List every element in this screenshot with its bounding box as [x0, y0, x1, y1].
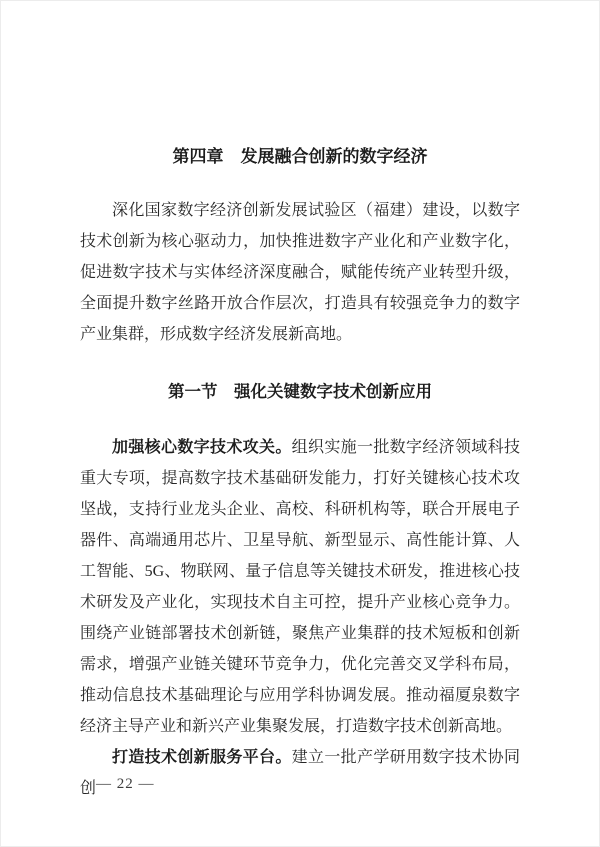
paragraph-lead: 加强核心数字技术攻关。	[112, 439, 292, 456]
paragraph-text: 组织实施一批数字经济领域科技重大专项，提高数字技术基础研发能力，打好关键核心技术攻坚战，支持行业龙头企业、高校、科研机构等，联合开展电子器件、高端通用芯片、卫星导航、新型显示、高性能计算、人工智能、5G、物联网、量子信息等关键技术研发，推进核心技术研发及产业化，实现技术自主可控，提升产业核心竞争力。围绕产业链部署技术创新链，聚焦产业集群的技术短板和创新需求，增强产业链关键环节竞争力，优化完善交叉学科布局，推动信息技术基础理论与应用学科协调发展。推动福厦泉数字经济主导产业和新兴产业集聚发展，打造数字技术创新高地。	[80, 439, 520, 735]
paragraph-core-tech	[80, 432, 520, 742]
paragraph-text: 建立一批产学研用数字技术协同创	[80, 749, 520, 797]
paragraph-text: 深化国家数字经济创新发展试验区（福建）建设，以数字技术创新为核心驱动力，加快推进数字产业化和产业数字化，促进数字技术与实体经济深度融合，赋能传统产业转型升级，全面提升数字丝路开放合作层次，打造具有较强竞争力的数字产业集群，形成数字经济发展新高地。	[80, 202, 520, 343]
section-title: 第一节 强化关键数字技术创新应用	[168, 383, 432, 401]
paragraph-lead: 打造技术创新服务平台。	[112, 749, 292, 766]
paragraph-intro	[80, 195, 520, 350]
page-number: — 22 —	[96, 776, 155, 792]
chapter-title: 第四章 发展融合创新的数字经济	[172, 147, 428, 166]
